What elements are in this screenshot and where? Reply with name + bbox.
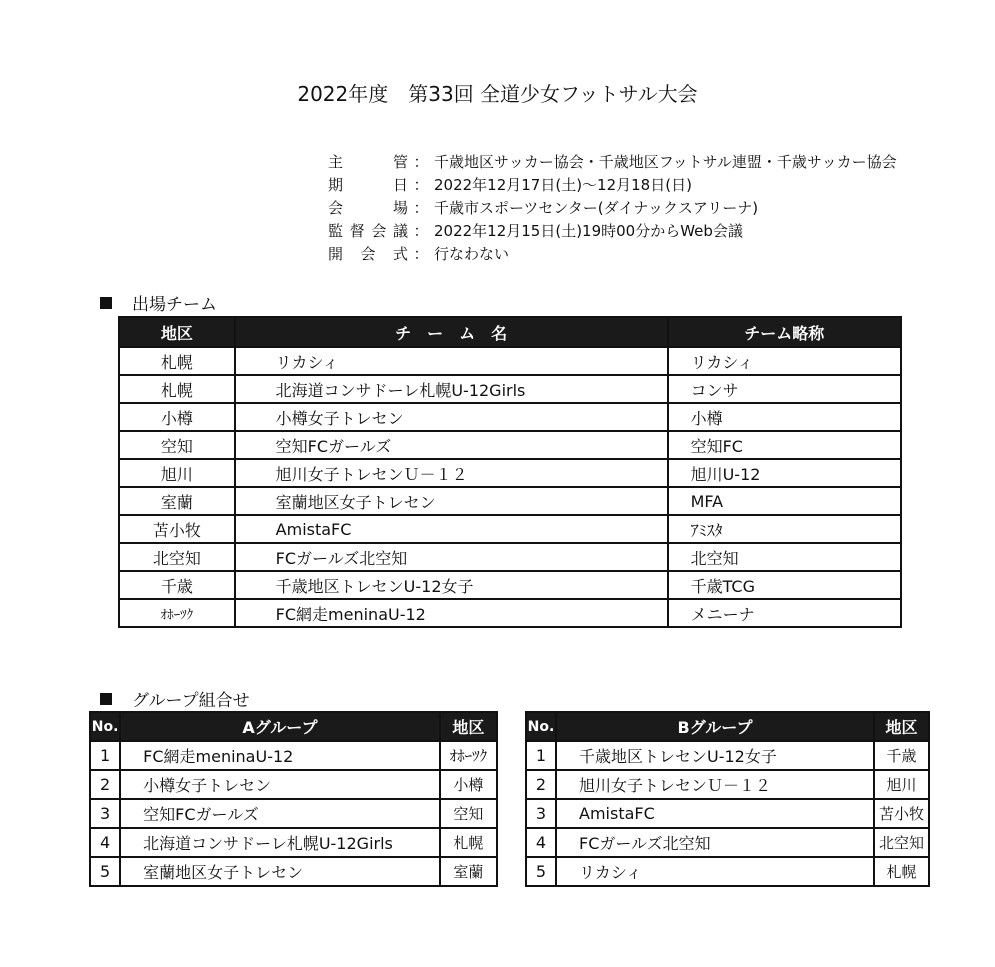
info-colon: ： — [413, 222, 429, 240]
group-area-cell: 小樽 — [440, 770, 497, 799]
table-row — [90, 741, 497, 770]
group-team-cell: リカシィ — [556, 857, 874, 886]
table-row — [119, 571, 901, 599]
group-a-table — [89, 711, 498, 887]
group-area-cell: 札幌 — [440, 828, 497, 857]
team-abbr-cell: MFA — [668, 487, 901, 515]
table-row — [119, 347, 901, 375]
team-name-cell: 空知FCガールズ — [235, 431, 668, 459]
team-area-cell: 小樽 — [119, 403, 235, 431]
table-row — [119, 375, 901, 403]
table-row — [526, 741, 929, 770]
group-team-cell: 室蘭地区女子トレセン — [120, 857, 440, 886]
table-row — [119, 403, 901, 431]
info-row — [328, 220, 897, 243]
square-bullet-icon — [100, 297, 112, 309]
group-no-cell: 3 — [90, 799, 120, 828]
group-area-cell: 空知 — [440, 799, 497, 828]
page-title: 2022年度 第33回 全道少女フットサル大会 — [297, 82, 698, 106]
group-no-cell: 5 — [526, 857, 556, 886]
info-value: 行なわない — [434, 245, 510, 263]
info-colon: ： — [413, 199, 429, 217]
info-label-char: 期 — [328, 176, 344, 194]
group-area-cell: 苫小牧 — [874, 799, 929, 828]
info-row — [328, 197, 897, 220]
teams-table — [118, 316, 902, 628]
info-label-char: 主 — [328, 153, 344, 171]
group-area-cell: 札幌 — [874, 857, 929, 886]
team-area-cell: 苫小牧 — [119, 515, 235, 543]
info-label-char: 会 — [371, 222, 387, 240]
group-area-cell: 北空知 — [874, 828, 929, 857]
team-name-cell: FCガールズ北空知 — [235, 543, 668, 571]
info-value: 千歳地区サッカー協会・千歳地区フットサル連盟・千歳サッカー協会 — [434, 153, 897, 171]
table-row — [526, 799, 929, 828]
info-label — [328, 151, 408, 174]
team-area-cell: 札幌 — [119, 375, 235, 403]
group-a-header-area: 地区 — [440, 712, 497, 741]
info-colon: ： — [413, 153, 429, 171]
group-team-cell: 千歳地区トレセンU-12女子 — [556, 741, 874, 770]
team-name-cell: 小樽女子トレセン — [235, 403, 668, 431]
section-teams-label: 出場チーム — [132, 295, 217, 315]
table-row — [119, 459, 901, 487]
group-team-cell: FCガールズ北空知 — [556, 828, 874, 857]
group-no-cell: 1 — [526, 741, 556, 770]
team-abbr-cell: ｱﾐｽﾀ — [668, 515, 901, 543]
team-abbr-cell: 千歳TCG — [668, 571, 901, 599]
table-row — [119, 515, 901, 543]
info-row — [328, 151, 897, 174]
group-team-cell: FC網走meninaU-12 — [120, 741, 440, 770]
group-no-cell: 3 — [526, 799, 556, 828]
team-name-cell: FC網走meninaU-12 — [235, 599, 668, 627]
table-row — [526, 828, 929, 857]
group-a-header-no: No. — [90, 712, 120, 741]
table-row — [526, 770, 929, 799]
team-abbr-cell: 北空知 — [668, 543, 901, 571]
team-area-cell: 室蘭 — [119, 487, 235, 515]
group-b-header-area: 地区 — [874, 712, 929, 741]
teams-header-abbr: チーム略称 — [668, 317, 901, 347]
team-abbr-cell: メニーナ — [668, 599, 901, 627]
team-abbr-cell: リカシィ — [668, 347, 901, 375]
group-a-header-name: Aグループ — [120, 712, 440, 741]
team-area-cell: ｵﾎｰﾂｸ — [119, 599, 235, 627]
group-area-cell: 旭川 — [874, 770, 929, 799]
group-b-header-name: Bグループ — [556, 712, 874, 741]
table-row — [90, 799, 497, 828]
table-row — [90, 857, 497, 886]
info-label-char: 管 — [392, 153, 408, 171]
group-team-cell: 空知FCガールズ — [120, 799, 440, 828]
info-label-char: 会 — [328, 199, 344, 217]
group-no-cell: 1 — [90, 741, 120, 770]
team-area-cell: 北空知 — [119, 543, 235, 571]
info-colon: ： — [413, 245, 429, 263]
teams-header-area: 地区 — [119, 317, 235, 347]
group-no-cell: 4 — [90, 828, 120, 857]
table-row — [119, 487, 901, 515]
group-b-table — [525, 711, 930, 887]
square-bullet-icon — [100, 693, 112, 705]
team-name-cell: 北海道コンサドーレ札幌U-12Girls — [235, 375, 668, 403]
group-no-cell: 2 — [526, 770, 556, 799]
team-abbr-cell: 旭川U-12 — [668, 459, 901, 487]
info-label-char: 開 — [328, 245, 344, 263]
info-label — [328, 243, 408, 266]
group-team-cell: 旭川女子トレセンＵ－１２ — [556, 770, 874, 799]
section-groups-heading — [100, 686, 250, 711]
team-area-cell: 空知 — [119, 431, 235, 459]
table-row — [119, 431, 901, 459]
team-name-cell: リカシィ — [235, 347, 668, 375]
info-value: 2022年12月15日(土)19時00分からWeb会議 — [434, 222, 743, 240]
group-team-cell: AmistaFC — [556, 799, 874, 828]
team-name-cell: 旭川女子トレセンＵ－１２ — [235, 459, 668, 487]
table-row — [90, 828, 497, 857]
team-name-cell: 室蘭地区女子トレセン — [235, 487, 668, 515]
info-value: 千歳市スポーツセンター(ダイナックスアリーナ) — [434, 199, 759, 217]
table-row — [119, 599, 901, 627]
info-label-char: 式 — [392, 245, 408, 263]
section-teams-heading — [100, 290, 217, 315]
group-area-cell: 千歳 — [874, 741, 929, 770]
info-label-char: 会 — [360, 245, 376, 263]
team-abbr-cell: 空知FC — [668, 431, 901, 459]
team-area-cell: 千歳 — [119, 571, 235, 599]
group-b-header-no: No. — [526, 712, 556, 741]
info-label-char: 場 — [392, 199, 408, 217]
info-label-char: 日 — [392, 176, 408, 194]
info-label — [328, 220, 408, 243]
group-team-cell: 北海道コンサドーレ札幌U-12Girls — [120, 828, 440, 857]
info-colon: ： — [413, 176, 429, 194]
group-no-cell: 4 — [526, 828, 556, 857]
team-name-cell: AmistaFC — [235, 515, 668, 543]
team-abbr-cell: 小樽 — [668, 403, 901, 431]
group-no-cell: 2 — [90, 770, 120, 799]
team-abbr-cell: コンサ — [668, 375, 901, 403]
group-no-cell: 5 — [90, 857, 120, 886]
info-label-char: 督 — [349, 222, 365, 240]
info-label — [328, 197, 408, 220]
table-row — [119, 543, 901, 571]
teams-header-name: チ ー ム 名 — [235, 317, 668, 347]
info-row — [328, 174, 897, 197]
info-label-char: 監 — [328, 222, 344, 240]
group-team-cell: 小樽女子トレセン — [120, 770, 440, 799]
info-row — [328, 243, 897, 266]
table-row — [526, 857, 929, 886]
group-area-cell: ｵﾎｰﾂｸ — [440, 741, 497, 770]
section-groups-label: グループ組合せ — [132, 691, 250, 711]
team-area-cell: 旭川 — [119, 459, 235, 487]
event-info — [328, 151, 897, 266]
team-name-cell: 千歳地区トレセンU-12女子 — [235, 571, 668, 599]
info-value: 2022年12月17日(土)～12月18日(日) — [434, 176, 692, 194]
group-area-cell: 室蘭 — [440, 857, 497, 886]
info-label — [328, 174, 408, 197]
info-label-char: 議 — [392, 222, 408, 240]
team-area-cell: 札幌 — [119, 347, 235, 375]
table-row — [90, 770, 497, 799]
